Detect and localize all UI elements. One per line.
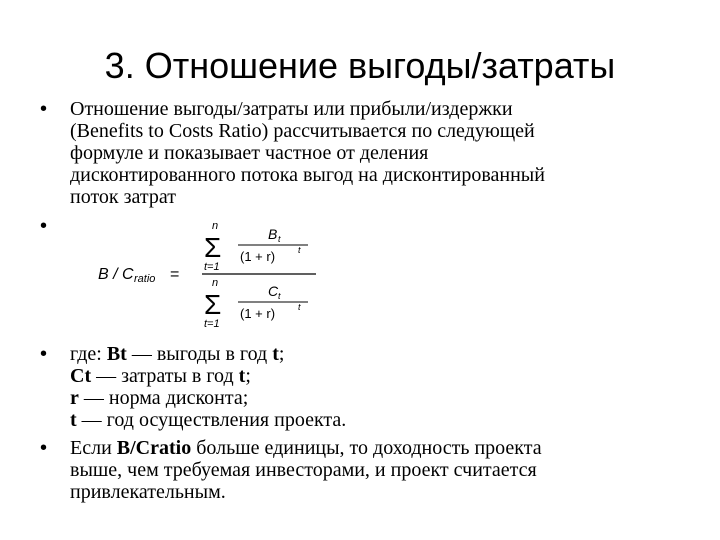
- bullet-intro: [36, 98, 696, 208]
- bullet-dot: •: [40, 437, 48, 459]
- conclusion-line-3: привлекательным.: [70, 481, 226, 503]
- where-line-r: [70, 387, 696, 409]
- bullet-where: [36, 343, 696, 431]
- bt-year-symbol: t: [272, 343, 279, 365]
- formula-svg: [98, 217, 398, 329]
- den-sigma: Σ: [204, 289, 222, 320]
- intro-line-4: дисконтированного потока выгод на дисконтированный: [70, 164, 545, 186]
- num-lower-limit: t=1: [204, 261, 220, 273]
- den-term-sub: t: [278, 291, 281, 301]
- formula-lhs: B / C: [98, 266, 134, 283]
- ct-semicolon: ;: [245, 365, 251, 387]
- conclusion-line-1: [70, 437, 696, 459]
- num-term-sub: t: [278, 234, 281, 244]
- r-text: — норма дисконта;: [78, 387, 249, 409]
- ct-symbol: Ct: [70, 365, 92, 387]
- intro-line-3: формуле и показывает частное от деления: [70, 142, 429, 164]
- bt-semicolon: ;: [278, 343, 285, 365]
- where-line-t: [70, 409, 696, 431]
- den-term: C: [268, 283, 279, 299]
- num-upper-limit: n: [212, 220, 219, 232]
- bt-symbol: Bt: [106, 343, 127, 365]
- den-lower-limit: t=1: [204, 318, 220, 329]
- formula-equals: =: [170, 266, 180, 283]
- num-denominator: (1 + r): [240, 249, 276, 264]
- t-symbol: t: [70, 409, 77, 431]
- ratio-symbol: B/Cratio: [116, 437, 192, 459]
- bt-text: — выгоды в год: [126, 343, 273, 365]
- slide-title: 3. Отношение выгоды/затраты: [104, 45, 616, 86]
- ct-year-symbol: t: [238, 365, 246, 387]
- ct-text: — затраты в год: [91, 365, 239, 387]
- where-line-ct: [70, 365, 696, 387]
- bullet-conclusion: [36, 437, 696, 503]
- den-denominator: (1 + r): [240, 306, 276, 321]
- r-symbol: r: [70, 387, 79, 409]
- conclusion-lead: Если: [70, 437, 117, 459]
- num-term: B: [268, 226, 278, 242]
- bullet-dot: •: [40, 343, 48, 365]
- bc-ratio-formula: [98, 217, 398, 334]
- where-prefix: где:: [70, 343, 107, 365]
- bullet-dot: •: [40, 98, 48, 120]
- where-line-bt: [70, 343, 696, 365]
- conclusion-line-1-rest: больше единицы, то доходность проекта: [191, 437, 542, 459]
- num-sigma: Σ: [204, 232, 222, 263]
- intro-line-5: поток затрат: [70, 186, 176, 208]
- slide-content: [36, 98, 696, 503]
- t-text: — год осуществления проекта.: [76, 409, 347, 431]
- den-exponent: t: [298, 302, 301, 312]
- intro-line-2: (Benefits to Costs Ratio) рассчитывается по следующей: [70, 120, 535, 142]
- num-exponent: t: [298, 245, 301, 255]
- formula-lhs-sub: ratio: [134, 273, 156, 285]
- intro-line-1: Отношение выгоды/затраты или прибыли/издержки: [70, 98, 513, 120]
- conclusion-line-2: выше, чем требуемая инвесторами, и проект считается: [70, 459, 537, 481]
- bullet-formula: [36, 215, 696, 337]
- den-upper-limit: n: [212, 277, 219, 289]
- bullet-dot: •: [40, 215, 48, 237]
